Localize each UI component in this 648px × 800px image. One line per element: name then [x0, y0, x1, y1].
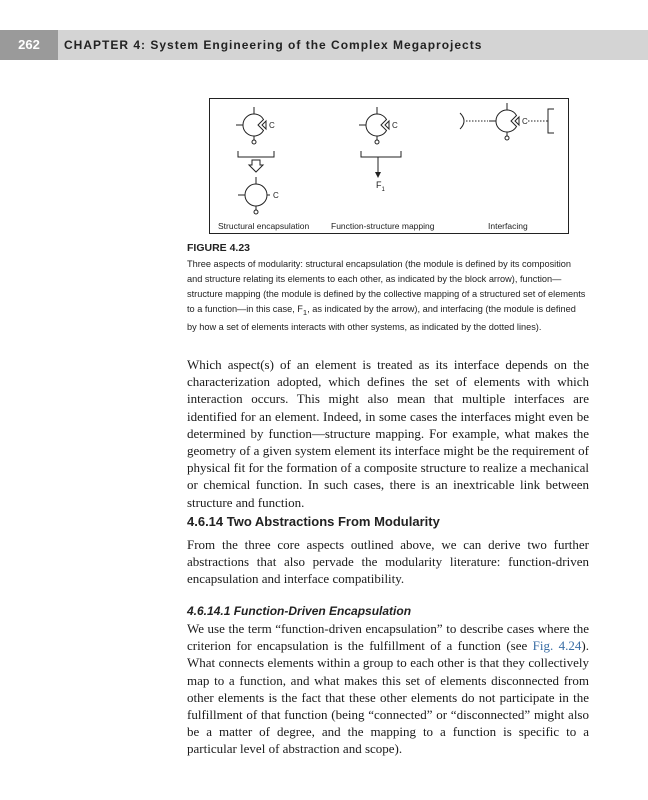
figure-reference-link[interactable]: Fig. 4.24: [532, 638, 582, 654]
panel-label-structural: Structural encapsulation: [218, 221, 310, 231]
figure-caption: Three aspects of modularity: structural encapsulation (the module is defined by its composition and structure relating its elements to each other, as indicated by the block arrow), function—structure mapping (the module is defined by the collective mapping of a structured set of elements to a function—in this case, $F_1$, as indicated by the arrow), and interfacing (the module is defined by how a set of elements interacts with other systems, as indicated by the dotted lines).: [187, 259, 586, 332]
element-node-icon: [359, 107, 389, 144]
body-paragraph-1: Which aspect(s) of an element is treated as its interface depends on the characterization adopted, which defines the set of elements with which interaction occurs. This might also mean that multiple interfaces are identified for an element. Indeed, in some cases the interfaces might even be determined by function—structure mapping. For example, what makes the geometry of a given system element its interface might be the requirement of physical fit for the formation of a composite structure to realize a mechanical or chemical function. In such cases, there is an inextricable link between structure and function.: [187, 357, 589, 510]
symbol-letter: C: [269, 121, 275, 130]
panel-label-function-structure: Function-structure mapping: [331, 221, 435, 231]
function-label: $F_1$: [376, 180, 385, 193]
running-header: [0, 30, 648, 60]
symbol-letter: C: [273, 191, 279, 200]
section-heading: 4.6.14 Two Abstractions From Modularity: [187, 514, 440, 529]
modularity-figure: [209, 98, 569, 234]
modularity-diagram: [210, 99, 570, 235]
grouping-bracket-icon: [238, 151, 274, 157]
element-node-icon: [489, 103, 519, 140]
external-bracket-icon: [548, 109, 554, 133]
chapter-title: CHAPTER 4: System Engineering of the Complex Megaprojects: [64, 38, 483, 52]
symbol-letter: C: [522, 117, 528, 126]
element-node-icon: [236, 107, 266, 144]
block-arrow-icon: [249, 160, 263, 172]
grouping-bracket-icon: [361, 151, 401, 157]
subsection-heading: 4.6.14.1 Function-Driven Encapsulation: [187, 604, 412, 618]
page-number: 262: [0, 30, 58, 60]
body-paragraph-3: We use the term “function-driven encapsulation” to describe cases where the criterion for encapsulation is the fulfillment of a function (see Fig. 4.24). What connects elements within a group to each other is that they collectively map to a function, and what makes this set of elements disconnected from other elements is the fact that these other elements do not participate in the fulfillment of that function (being “connected” or “disconnected” might also be a matter of degree, and the mapping to a function is specific to a particular level of abstraction and scope).: [187, 621, 590, 757]
body-paragraph-2: From the three core aspects outlined above, we can derive two further abstractions that also pervade the modularity literature: function-driven encapsulation and interface compatibility.: [187, 537, 589, 587]
encapsulated-module-icon: [238, 177, 270, 214]
figure-label: FIGURE 4.23: [187, 242, 251, 254]
arrow-head-icon: [375, 172, 381, 178]
external-socket-icon: [460, 113, 464, 129]
symbol-letter: C: [392, 121, 398, 130]
panel-label-interfacing: Interfacing: [488, 221, 528, 231]
